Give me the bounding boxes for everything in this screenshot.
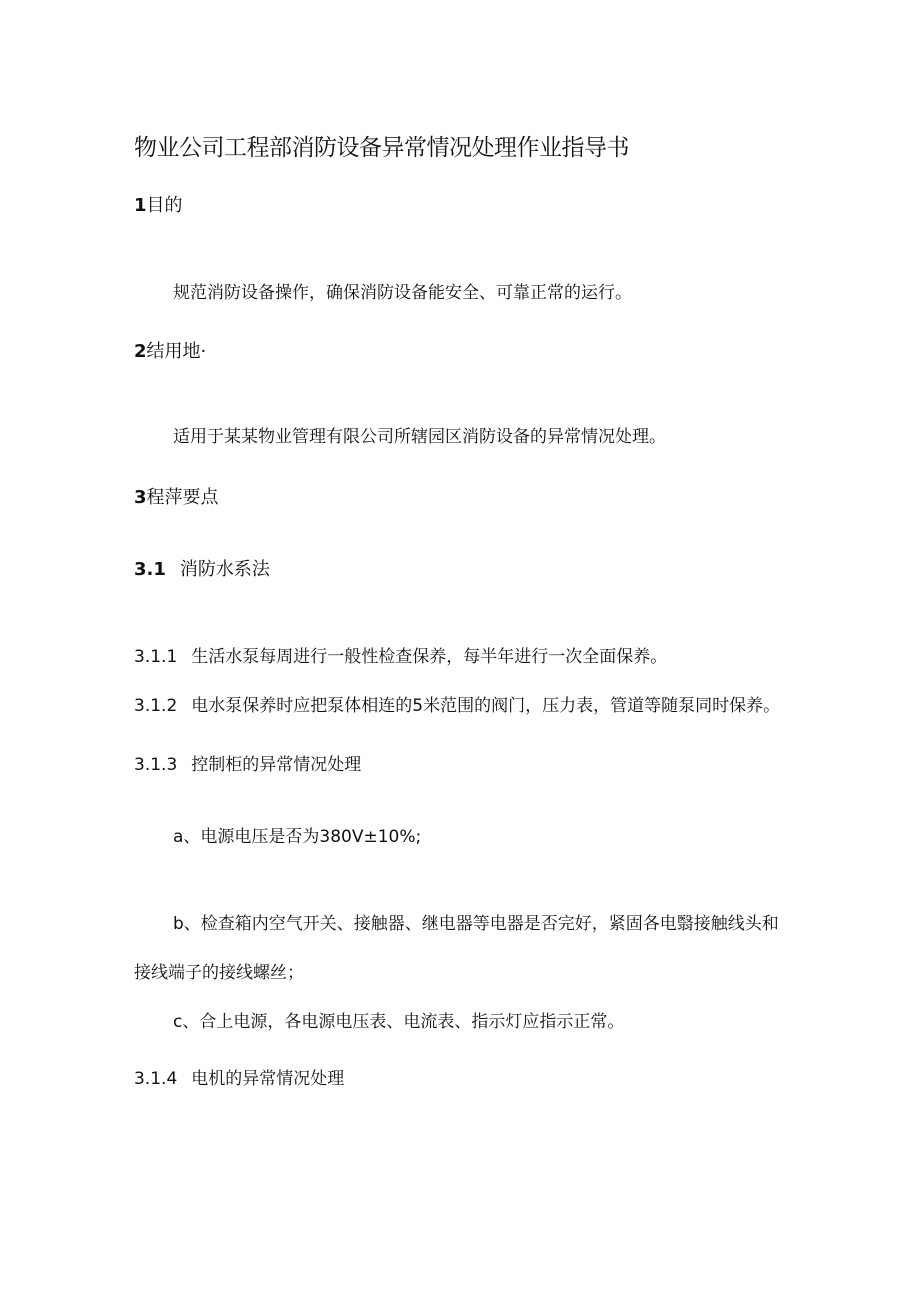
sub-item-c: c、合上电源，各电源电压表、电流表、指示灯应指示正常。 bbox=[173, 1012, 625, 1032]
item-3-1-1 bbox=[134, 649, 667, 666]
sub-item-b-line-1: b、检查箱内空气开关、接触器、继电器等电器是否完好，紧固各电翳接触线头和 bbox=[173, 914, 779, 934]
item-number: 3.1.4 bbox=[134, 1069, 178, 1089]
item-3-1-3 bbox=[134, 757, 361, 774]
item-text: 生活水泵每周进行一般性检查保养，每半年进行一次全面保养。 bbox=[191, 647, 668, 667]
subsection-title: 消防水系法 bbox=[179, 559, 270, 580]
item-number: 3.1.2 bbox=[134, 696, 178, 716]
document-title: 物业公司工程部消防设备异常情况处理作业指导书 bbox=[134, 135, 629, 161]
section-1-heading bbox=[134, 197, 183, 215]
item-text: 控制柜的异常情况处理 bbox=[191, 755, 362, 775]
sub-item-a: a、电源电压是否为380V±10%; bbox=[173, 827, 422, 847]
subsection-number: 3.1 bbox=[134, 559, 166, 580]
section-2-paragraph: 适用于某某物业管理有限公司所辖园区消防设备的异常情况处理。 bbox=[173, 427, 666, 447]
subsection-3-1-heading bbox=[134, 561, 270, 579]
item-number: 3.1.3 bbox=[134, 755, 178, 775]
item-text: 电机的异常情况处理 bbox=[191, 1069, 345, 1089]
section-2-heading bbox=[134, 343, 206, 361]
section-number: 3 bbox=[134, 487, 147, 508]
section-3-heading bbox=[134, 489, 219, 507]
section-title: 程萍要点 bbox=[146, 487, 219, 508]
section-title: 结用地· bbox=[146, 341, 207, 362]
section-number: 2 bbox=[134, 341, 147, 362]
sub-item-b-line-2: 接线端子的接线螺丝； bbox=[134, 963, 304, 983]
item-number: 3.1.1 bbox=[134, 647, 178, 667]
section-number: 1 bbox=[134, 195, 147, 216]
section-title: 目的 bbox=[146, 195, 183, 216]
item-3-1-4 bbox=[134, 1071, 344, 1088]
item-text: 电水泵保养时应把泵体相连的5米范围的阀门，压力表，管道等随泵同时保养。 bbox=[191, 696, 781, 716]
section-1-paragraph: 规范消防设备操作，确保消防设备能安全、可靠正常的运行。 bbox=[173, 283, 632, 303]
item-3-1-2 bbox=[134, 698, 780, 715]
